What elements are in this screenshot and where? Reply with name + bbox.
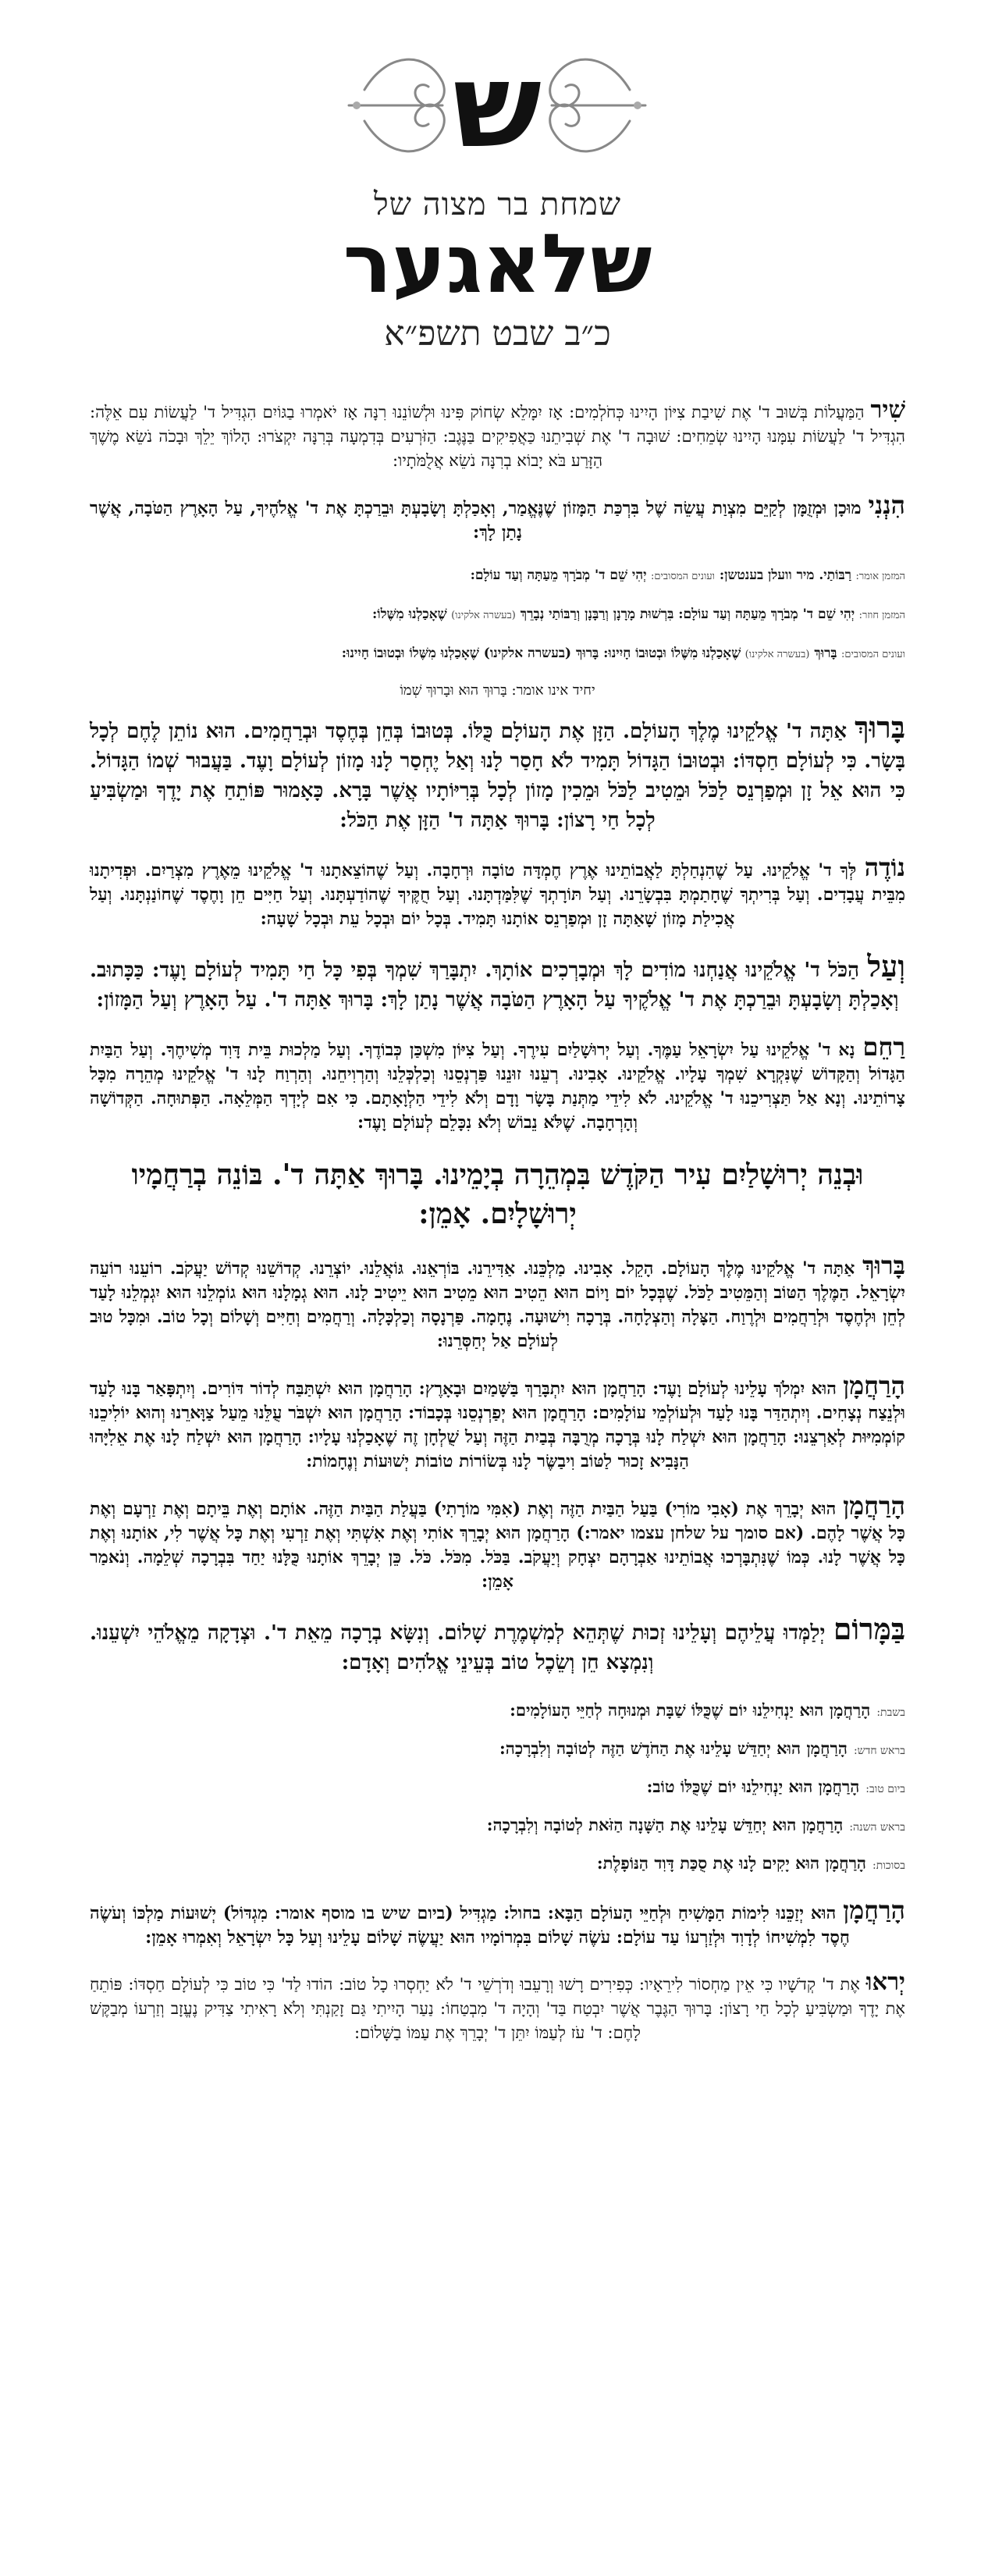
occasion-list xyxy=(90,1698,905,1878)
harachaman-paragraph xyxy=(90,1371,905,1474)
occasion-line xyxy=(90,1813,905,1840)
event-date: כ״ב שבט תשפ״א xyxy=(384,314,611,354)
zimun-text: רַבּוֹתַי. מיר וועלן בענטשן: xyxy=(714,568,852,583)
paragraph-text: הַמַּעֲלוֹת בְּשׁוּב ד' אֶת שִׁיבַת צִיּוֹן הָיִינוּ כְּחֹלְמִים: אָז יִמָּלֵא שְׂחוֹק פִּינוּ וּלְשׁוֹנֵנוּ רִנָּה אָז יֹאמְרוּ בַגּוֹיִם הִגְדִּיל ד' לַעֲשׂוֹת עִם אֵלֶּה: הִגְדִּיל ד' לַעֲשׂוֹת עִמָּנוּ הָיִינוּ שְׂמֵחִים: שׁוּבָה ד' אֶת שְׁבִיתֵנוּ כַּאֲפִיקִים בַּנֶּגֶב: הַזֹּרְעִים בְּדִמְעָה בְּרִנָּה יִקְצֹרוּ: הָלוֹךְ יֵלֵךְ וּבָכֹה נֹשֵׂא מֶשֶׁךְ הַזָּרַע בֹּא יָבוֹא בְרִנָּה נֹשֵׂא אֲלֻמֹּתָיו: xyxy=(90,403,905,470)
occasion-text: הָרַחֲמָן הוּא יָקִים לָנוּ אֶת סֻכַּת דָּוִד הַנּוֹפָלֶת: xyxy=(596,1853,867,1873)
paragraph-lead: יְראוּ xyxy=(865,1968,905,1996)
zimun-text: יְהִי שֵׁם ד' מְבֹרָךְ מֵעַתָּה וְעַד עוֹלָם: xyxy=(470,568,647,583)
instruction-tag: ועונים המסובים: xyxy=(651,571,715,582)
subtitle: שמחת בר מצוה של xyxy=(373,187,622,222)
paragraph-text: מוּכָן וּמְזֻמָּן לְקַיֵּם מִצְוַת עֲשֵׂה שֶׁל בִּרְכַּת הַמָּזוֹן שֶׁנֶּאֱמַר, וְאָכַלְתָּ וְשָׂבָעְתָּ וּבֵרַכְתָּ אֶת ד' אֱלֹהֶיךָ, עַל הָאָרֶץ הַטֹּבָה, אֲשֶׁר נָתַן לָךְ: xyxy=(90,498,869,543)
rachem-paragraph xyxy=(90,1032,905,1135)
paragraph-text: הוּא יְזַכֵּנוּ לִימוֹת הַמָּשִׁיחַ וּלְחַיֵּי הָעוֹלָם הַבָּא: בחול: מַגְדִּיל (ביום שיש בו מוסף אומר: מִגְדּוֹל) יְשׁוּעוֹת מַלְכּוֹ וְעֹשֶׂה חֶסֶד לִמְשִׁיחוֹ לְדָוִד וּלְזַרְעוֹ עַד עוֹלָם: עֹשֶׂה שָׁלוֹם בִּמְרוֹמָיו הוּא יַעֲשֶׂה שָׁלוֹם עָלֵינוּ וְעַל כָּל יִשְׂרָאֵל וְאִמְרוּ אָמֵן: xyxy=(90,1903,850,1948)
paragraph-lead: הָרַחֲמָן xyxy=(843,1895,905,1925)
paragraph-lead: רַחֵם xyxy=(862,1032,905,1062)
paragraph-lead: שִׁיר xyxy=(870,396,905,424)
instruction-tag: ועונים המסובים: xyxy=(841,649,905,660)
paragraph-text: הַכֹּל ד' אֱלֹקֵינוּ אֲנַחְנוּ מוֹדִים לָךְ וּמְבָרְכִים אוֹתָךְ. יִתְבָּרַךְ שִׁמְךָ בְּפִי כָּל חַי תָּמִיד לְעוֹלָם וָעֶד: כַּכָּתוּב. וְאָכַלְתָּ וְשָׂבָעְתָּ וּבֵרַכְתָּ אֶת ד' אֱלֹקֶיךָ עַל הָאָרֶץ הַטֹּבָה אֲשֶׁר נָתַן לָךְ: בָּרוּךְ אַתָּה ד'. עַל הָאָרֶץ וְעַל הַמָּזוֹן: xyxy=(90,959,899,1012)
zimun-text: שֶׁאָכַלְנוּ מִשֶּׁלוֹ וּבְטוּבוֹ חָיִינוּ: בָּרוּךְ (בעשרה אלקינו) שֶׁאָכַלְנוּ מִשֶּׁלוֹ וּבְטוּבוֹ חָיִינוּ: xyxy=(341,646,741,661)
instruction-tag: המזמן אומר: xyxy=(855,571,905,582)
paragraph-lead: בָּרוּךְ xyxy=(862,1251,905,1280)
zimun-line xyxy=(90,604,905,626)
instruction-tag: (בעשרה אלקינו) xyxy=(451,610,516,621)
nodeh-paragraph xyxy=(90,852,905,931)
paragraph-text: הוּא יִמְלֹךְ עָלֵינוּ לְעוֹלָם וָעֶד: הָרַחֲמָן הוּא יִתְבָּרַךְ בַּשָּׁמַיִם וּבָאָרֶץ: הָרַחֲמָן הוּא יִשְׁתַּבַּח לְדוֹר דּוֹרִים. וְיִתְפָּאַר בָּנוּ לָעַד וּלְנֵצַח נְצָחִים. וְיִתְהַדַּר בָּנוּ לָעַד וּלְעוֹלְמֵי עוֹלָמִים: הָרַחֲמָן הוּא יְפַרְנְסֵנוּ בְּכָבוֹד: הָרַחֲמָן הוּא יִשְׁבֹּר עֻלֵּנוּ מֵעַל צַוָּארֵנוּ וְהוּא יוֹלִיכֵנוּ קוֹמְמִיּוּת לְאַרְצֵנוּ: הָרַחֲמָן הוּא יִשְׁלַח לָנוּ בְּרָכָה מְרֻבָּה בְּבַיִת הַזֶּה וְעַל שֻׁלְחָן זֶה שֶׁאָכַלְנוּ עָלָיו: הָרַחֲמָן הוּא יִשְׁלַח לָנוּ אֶת אֵלִיָּהוּ הַנָּבִיא זָכוּר לַטּוֹב וִיבַשֶּׂר לָנוּ בְּשׂוֹרוֹת טוֹבוֹת יְשׁוּעוֹת וְנֶחָמוֹת: xyxy=(90,1379,905,1471)
paragraph-text: יְלַמְּדוּ עֲלֵיהֶם וְעָלֵינוּ זְכוּת שֶׁתְּהֵא לְמִשְׁמֶרֶת שָׁלוֹם. וְנִשָּׂא בְרָכָה מֵאֵת ד'. וּצְדָקָה מֵאֱלֹהֵי יִשְׁעֵנוּ. וְנִמְצָא חֵן וְשֵׂכֶל טוֹב בְּעֵינֵי אֱלֹהִים וְאָדָם: xyxy=(90,1621,833,1674)
occasion-text: הָרַחֲמָן הוּא יַנְחִילֵנוּ יוֹם שֶׁכֻּלּוֹ טוֹב: xyxy=(646,1777,860,1796)
occasion-text: הָרַחֲמָן הוּא יְחַדֵּשׁ עָלֵינוּ אֶת הַחֹדֶשׁ הַזֶּה לְטוֹבָה וְלִבְרָכָה: xyxy=(499,1738,848,1758)
occasion-line xyxy=(90,1698,905,1725)
occasion-tag: בסוכות: xyxy=(872,1859,905,1872)
occasion-line xyxy=(90,1736,905,1763)
paragraph-text: לְּךָ ד' אֱלֹקֵינוּ. עַל שֶׁהִנְחַלְתָּ לַאֲבוֹתֵינוּ אֶרֶץ חֶמְדָּה טוֹבָה וּרְחָבָה. וְעַל שֶׁהוֹצֵאתָנוּ ד' אֱלֹקֵינוּ מֵאֶרֶץ מִצְרַיִם. וּפְדִיתָנוּ מִבֵּית עֲבָדִים. וְעַל בְּרִיתְךָ שֶׁחָתַמְתָּ בִּבְשָׂרֵנוּ. וְעַל תּוֹרָתְךָ שֶׁלִּמַּדְתָּנוּ. וְעַל חֻקֶּיךָ שֶׁהוֹדַעְתָּנוּ. וְעַל חַיִּים חֵן וָחֶסֶד שֶׁחוֹנַנְתָּנוּ. וְעַל אֲכִילַת מָזוֹן שָׁאַתָּה זָן וּמְפַרְנֵס אוֹתָנוּ תָּמִיד. בְּכָל יוֹם וּבְכָל עֵת וּבְכָל שָׁעָה: xyxy=(90,860,905,929)
occasion-line xyxy=(90,1774,905,1802)
veal-hakol-paragraph xyxy=(90,949,905,1015)
logo-emblem xyxy=(341,35,653,176)
paragraph-lead: נוֹדֶה xyxy=(864,852,905,882)
family-name: שלאגער xyxy=(343,216,652,311)
paragraph-text: אַתָּה ד' אֱלֹקֵינוּ מֶלֶךְ הָעוֹלָם. הָקֵל. אָבִינוּ. מַלְכֵּנוּ. אַדִּירֵנוּ. בּוֹרְאֵנוּ. גּוֹאֲלֵנוּ. יוֹצְרֵנוּ. קְדוֹשֵׁנוּ קְדוֹשׁ יַעֲקֹב. רוֹעֵנוּ רוֹעֵה יִשְׂרָאֵל. הַמֶּלֶךְ הַטּוֹב וְהַמֵּטִיב לַכֹּל. שֶׁבְּכָל יוֹם וָיוֹם הוּא הֵטִיב הוּא מֵטִיב הוּא יֵיטִיב לָנוּ. הוּא גְמָלָנוּ הוּא גוֹמְלֵנוּ הוּא יִגְמְלֵנוּ לָעַד לְחֵן וּלְחֶסֶד וּלְרַחֲמִים וּלְרֶוַח. הַצָּלָה וְהַצְלָחָה. בְּרָכָה וִישׁוּעָה. נֶחָמָה. פַּרְנָסָה וְכַלְכָּלָה. וְרַחֲמִים וְחַיִּים וְשָׁלוֹם וְכָל טוֹב. וּמִכָּל טוּב לְעוֹלָם אַל יְחַסְּרֵנוּ: xyxy=(90,1258,905,1351)
zimun-text: שֶׁאָכַלְנוּ מִשֶּׁלוֹ: xyxy=(371,607,447,622)
paragraph-lead: בַּמָּרוֹם xyxy=(833,1612,905,1646)
occasion-tag: ביום טוב: xyxy=(865,1783,905,1795)
occasion-text: הָרַחֲמָן הוּא יְחַדֵּשׁ עָלֵינוּ אֶת הַשָּׁנָה הַזֹּאת לְטוֹבָה וְלִבְרָכָה: xyxy=(486,1815,844,1834)
shir-hamaalos-paragraph xyxy=(90,398,905,473)
occasion-tag: בשבת: xyxy=(876,1706,905,1719)
hazan-paragraph xyxy=(90,710,905,835)
paragraph-lead: וְעַל xyxy=(867,949,905,984)
benching-text xyxy=(90,398,905,2065)
yachid-note: יחיד אינו אומר: בָּרוּךְ הוּא וּבָרוּךְ שְׁמוֹ xyxy=(400,682,595,699)
harachaman-host-paragraph xyxy=(90,1491,905,1594)
paragraph-text: נָא ד' אֱלֹקֵינוּ עַל יִשְׂרָאֵל עַמֶּךָ. וְעַל יְרוּשָׁלַיִם עִירֶךָ. וְעַל צִיּוֹן מִשְׁכַּן כְּבוֹדֶךָ. וְעַל מַלְכוּת בֵּית דָּוִד מְשִׁיחֶךָ. וְעַל הַבַּיִת הַגָּדוֹל וְהַקָּדוֹשׁ שֶׁנִּקְרָא שִׁמְךָ עָלָיו. אֱלֹקֵינוּ. אָבִינוּ. רְעֵנוּ זוּנֵנוּ פַּרְנְסֵנוּ וְכַלְכְּלֵנוּ וְהַרְוִיחֵנוּ. וְהַרְוַח לָנוּ ד' אֱלֹקֵינוּ מְהֵרָה מִכָּל צָרוֹתֵינוּ. וְנָא אַל תַּצְרִיכֵנוּ ד' אֱלֹקֵינוּ. לֹא לִידֵי מַתְּנַת בָּשָׂר וָדָם וְלֹא לִידֵי הַלְוָאָתָם. כִּי אִם לְיָדְךָ הַמְּלֵאָה. הַפְּתוּחָה. הַקְּדוֹשָׁה וְהָרְחָבָה. שֶׁלֹּא נֵבוֹשׁ וְלֹא נִכָּלֵם לְעוֹלָם וָעֶד: xyxy=(90,1040,905,1133)
paragraph-text: אַתָּה ד' אֱלֹקֵינוּ מֶלֶךְ הָעוֹלָם. הַזָּן אֶת הָעוֹלָם כֻּלּוֹ. בְּטוּבוֹ בְּחֵן בְּחֶסֶד וּבְרַחֲמִים. הוּא נוֹתֵן לֶחֶם לְכָל בָּשָׂר. כִּי לְעוֹלָם חַסְדּוֹ: וּבְטוּבוֹ הַגָּדוֹל תָּמִיד לֹא חָסַר לָנוּ וְאַל יֶחְסַר לָנוּ מָזוֹן לְעוֹלָם וָעֶד. בַּעֲבוּר שְׁמוֹ הַגָּדוֹל. כִּי הוּא אֵל זָן וּמְפַרְנֵס לַכֹּל וּמֵטִיב לַכֹּל וּמֵכִין מָזוֹן לְכָל בְּרִיּוֹתָיו אֲשֶׁר בָּרָא. כָּאָמוּר פּוֹתֵחַ אֶת יָדֶךָ וּמַשְׂבִּיעַ לְכָל חַי רָצוֹן: בָּרוּךְ אַתָּה ד' הַזָּן אֶת הַכֹּל: xyxy=(90,720,905,832)
instruction-tag: (בעשרה אלקינו) xyxy=(744,649,810,660)
zimun-line xyxy=(90,565,905,587)
occasion-tag: בראש חדש: xyxy=(853,1745,905,1757)
hineni-paragraph xyxy=(90,490,905,545)
paragraph-lead: הָרַחֲמָן xyxy=(843,1491,905,1521)
hatov-vehameitiv-paragraph xyxy=(90,1251,905,1354)
paragraph-lead: הִנְנִי xyxy=(868,490,905,520)
zimun-text: יְהִי שֵׁם ד' מְבֹרָךְ מֵעַתָּה וְעַד עוֹלָם: בִּרְשׁוּת מָרָנָן וְרַבָּנָן וְרַבּוֹתַי נְבָרֵךְ xyxy=(515,607,855,622)
occasion-tag: בראש השנה: xyxy=(849,1821,905,1834)
zimun-line xyxy=(90,643,905,665)
instruction-tag: המזמן חוזר: xyxy=(858,610,905,621)
paragraph-lead: בָּרוּךְ xyxy=(855,710,905,745)
yiru-paragraph xyxy=(90,1970,905,2045)
paragraph-text: אֶת ד' קְדֹשָׁיו כִּי אֵין מַחְסוֹר לִירֵאָיו: כְּפִירִים רָשׁוּ וְרָעֵבוּ וְדֹרְשֵׁי ד' לֹא יַחְסְרוּ כָל טוֹב: הוֹדוּ לַד' כִּי טוֹב כִּי לְעוֹלָם חַסְדּוֹ: פּוֹתֵחַ אֶת יָדֶךָ וּמַשְׂבִּיעַ לְכָל חַי רָצוֹן: בָּרוּךְ הַגֶּבֶר אֲשֶׁר יִבְטַח בַּד' וְהָיָה ד' מִבְטַחוֹ: נַעַר הָיִיתִי גַּם זָקַנְתִּי וְלֹא רָאִיתִי צַדִּיק נֶעֱזָב וְזַרְעוֹ מְבַקֶּשׁ לָחֶם: ד' עֹז לְעַמּוֹ יִתֵּן ד' יְבָרֵךְ אֶת עַמּוֹ בַשָּׁלוֹם: xyxy=(90,1975,905,2042)
occasion-line xyxy=(90,1851,905,1878)
bamarom-paragraph xyxy=(90,1614,905,1678)
logo-letter: ש xyxy=(453,38,542,174)
ornament-flourish-icon xyxy=(341,35,653,176)
uvnei-yerushalayim-paragraph: וּבְנֵה יְרוּשָׁלַיִם עִיר הַקֹּדֶשׁ בִּמְהֵרָה בְיָמֵינוּ. בָּרוּךְ אַתָּה ד'. בּוֹנֵה בְרַחֲמָיו יְרוּשָׁלָיִם. אָמֵן: xyxy=(131,1158,864,1230)
zimun-section xyxy=(90,565,905,665)
zimun-text: בָּרוּךְ xyxy=(809,646,837,661)
occasion-text: הָרַחֲמָן הוּא יַנְחִילֵנוּ יוֹם שֶׁכֻּלּוֹ שַׁבָּת וּמְנוּחָה לְחַיֵּי הָעוֹלָמִים: xyxy=(510,1700,871,1720)
paragraph-lead: הָרַחֲמָן xyxy=(843,1371,905,1400)
paragraph-text: הוּא יְבָרֵךְ אֶת (אָבִי מוֹרִי) בַּעַל הַבַּיִת הַזֶּה וְאֶת (אִמִּי מוֹרָתִי) בַּעֲלַת הַבַּיִת הַזֶּה. אוֹתָם וְאֶת בֵּיתָם וְאֶת זַרְעָם וְאֶת כָּל אֲשֶׁר לָהֶם. (אם סומך על שלחן עצמו יאמר:) הָרַחֲמָן הוּא יְבָרֵךְ אוֹתִי וְאֶת אִשְׁתִּי וְאֶת זַרְעִי וְאֶת כָּל אֲשֶׁר לִי, אוֹתָנוּ וְאֶת כָּל אֲשֶׁר לָנוּ. כְּמוֹ שֶׁנִּתְבָּרְכוּ אֲבוֹתֵינוּ אַבְרָהָם יִצְחָק וְיַעֲקֹב. בַּכֹּל. מִכֹּל. כֹּל. כֵּן יְבָרֵךְ אוֹתָנוּ כֻּלָּנוּ יַחַד בִּבְרָכָה שְׁלֵמָה. וְנֹאמַר אָמֵן: xyxy=(90,1499,905,1592)
yezakeinu-paragraph xyxy=(90,1895,905,1950)
